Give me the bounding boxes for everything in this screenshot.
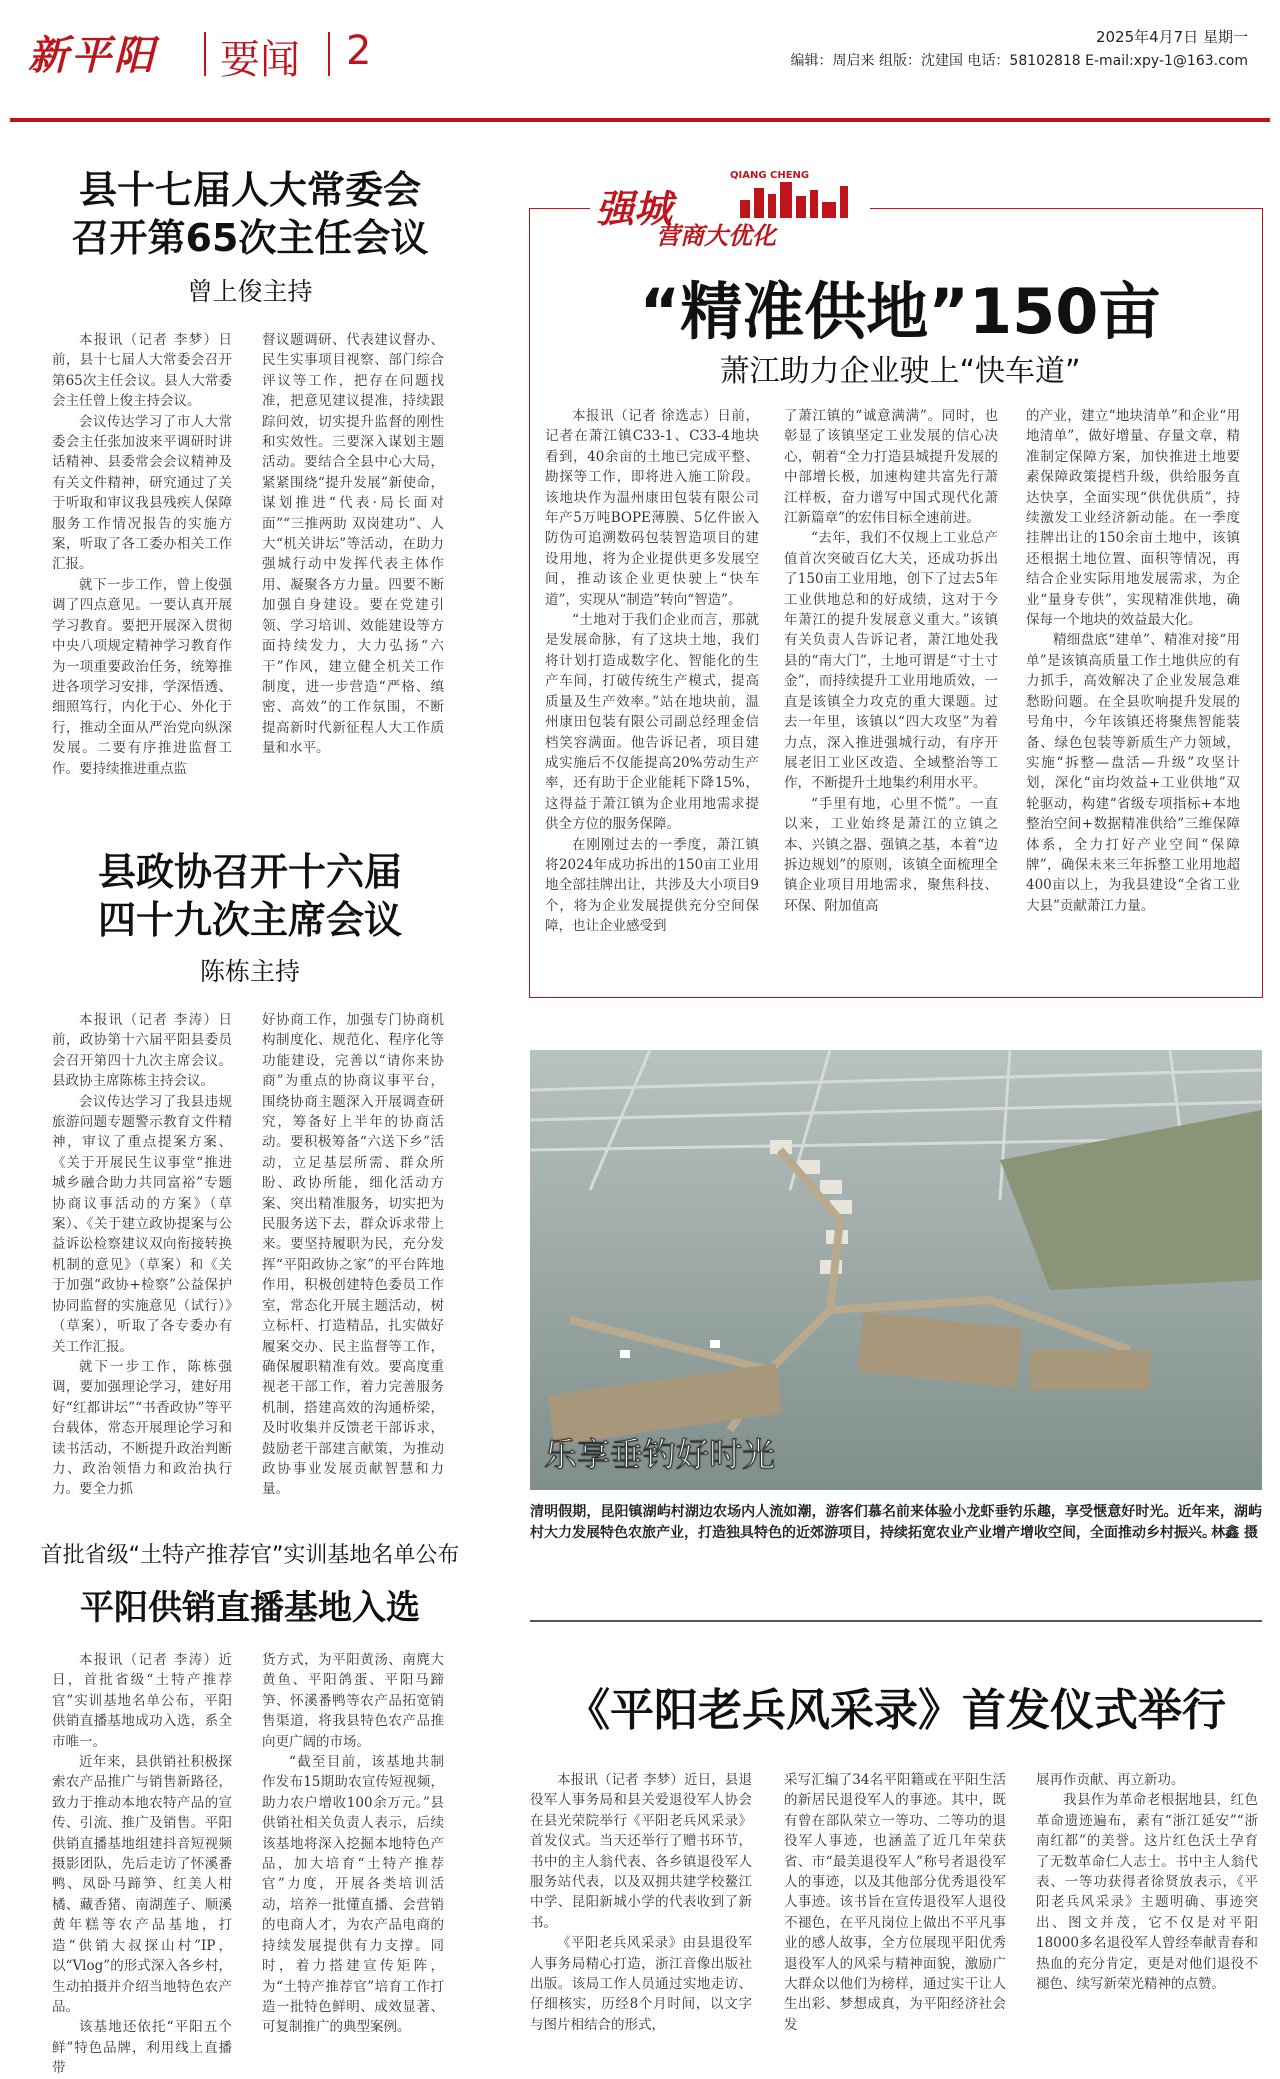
paragraph: 本报讯（记者 徐选志）日前，记者在萧江镇C33-1、C33-4地块看到，40余亩的土地已完成平整、勘探等工作，即将进入施工阶段。该地块作为温州康田包装有限公司年产5万吨BOPE薄膜、5亿件嵌入防伪可追溯数码包装智造项目的建设用地，将为企业提供更多发展空间，推动该企业更快驶上“快车道”，实现从“制造”转向“智造”。 [545,408,759,608]
paragraph: 就下一步工作，陈栋强调，要加强理论学习，建好用好“红都讲坛”“书香政协”等平台载体，常态开展理论学习和读书活动，不断提升政治判断力、政治领悟力和政治执行力。要全力抓 [52,1358,232,1498]
series-badge [590,170,870,252]
paragraph: 近年来，县供销社积极探索农产品推广与销售新路径，致力于推动本地农特产品的宣传、引流、推广及销售。平阳供销直播基地组建抖音短视频摄影团队，先后走访了怀溪番鸭、凤卧马蹄笋、红美人柑橘、藏香猪、南湖莲子、顺溪黄年糕等农产品基地，打造“供销大叔探山村”IP，以“Vlog”的形式深入各乡村，生动拍摄并介绍当地特色农产品。 [52,1754,232,2015]
paragraph: 本报讯（记者 李梦）日前，县十七届人大常委会召开第65次主任会议。县人大常委会主任曾上俊主持会议。 [52,332,232,410]
section-divider [530,1620,1262,1622]
lake-farm-photo [530,1050,1262,1490]
article-npc-column-1 [52,330,232,777]
masthead-divider [204,32,206,76]
headline-line: 四十九次主席会议 [97,898,402,942]
article-veterans-column-2 [784,1770,1006,2036]
paragraph: “截至目前，该基地共制作发布15期助农宣传短视频，助力农户增收100余万元。”县供销社相关负责人表示，后续该基地将深入挖掘本地特色产品，加大培育“土特产推荐官”力度，开展各类培训活动，培养一批懂直播、会营销的电商人才，为农产品电商的持续发展提供有力支撑。同时，着力搭建宣传矩阵，为“土特产推荐官”培育工作打造一批特色鲜明、成效显著、可复制推广的典型案例。 [262,1754,444,2036]
aerial-photo-illustration [530,1050,1262,1490]
badge-pinyin: QIANG CHENG [730,170,810,181]
paragraph: 在刚刚过去的一季度，萧江镇将2024年成功拆出的150亩工业用地全部挂牌出让，共涉及大小项目9个，将为企业发展提供充分空间保障，也让企业感受到 [545,836,759,935]
paragraph: 会议传达学习了我县违规旅游问题专题警示教育文件精神，审议了重点提案方案、《关于开展民生议事堂“推进城乡融合助力共同富裕”专题协商议事活动的方案》（草案）、《关于建立政协提案与公益诉讼检察建议双向衔接转换机制的意见》（草案）和《关于加强“政协+检察”公益保护协同监督的实施意见（试行）》（草案），听取了各专委办有关工作汇报。 [52,1093,232,1355]
photo-overlay-title: 乐享垂钓好时光 [544,1435,775,1474]
paragraph: 精细盘底“建单”、精准对接“用单”是该镇高质量工作土地供应的有力抓手，高效解决了企业发展急难愁盼问题。在全县吹响提升发展的号角中，今年该镇还将聚焦智能装备、绿色包装等新质生产力领域，实施“拆整—盘活—升级”攻坚计划，深化“亩均效益+工业供地”双轮驱动，构建“省级专项指标+本地整治空间+数据精准供给”三维保障体系，全力打好产业空间“保障牌”，确保未来三年拆整工业用地超400亩以上，为我县建设“全省工业大县”贡献萧江力量。 [1026,632,1240,914]
paragraph: 本报讯（记者 李涛）近日，首批省级“土特产推荐官”实训基地名单公布，平阳供销直播基地成功入选，系全市唯一。 [52,1652,232,1750]
headline-line: 县十七届人大常委会 [78,168,421,212]
article-cppcc-title [30,848,470,944]
paragraph: 展再作贡献、再立新功。 [1036,1772,1185,1788]
article-cppcc-subtitle: 陈栋主持 [199,957,300,986]
paragraph: “去年，我们不仅规上工业总产值首次突破百亿大关，还成功拆出了150亩工业用地，创下了过去5年工业供地总和的好成绩，这对于今年萧江的提升发展意义重大。”该镇有关负责人告诉记者，萧江地处我县的“南大门”，土地可谓是“寸土寸金”，而持续提升工业用地质效，一直是该镇全力攻克的重大课题。过去一年里，该镇以“四大攻坚”为着力点，深入推进强城行动，有序开展老旧工业区改造、全域整治等工作，不断提升土地集约利用水平。 [784,530,998,792]
paragraph: 采写汇编了34名平阳籍或在平阳生活的新居民退役军人的事迹。其中，既有曾在部队荣立一等功、二等功的退役军人事迹，也涵盖了近几年荣获省、市“最美退役军人”称号者退役军人的事迹，以及其他部分优秀退役军人事迹。该书旨在宣传退役军人退役不褪色，在平凡岗位上做出不平凡事业的感人故事，全方位展现平阳优秀退役军人的风采与精神面貌，激励广大群众以他们为榜样，通过实干让人生出彩、梦想成真，为平阳经济社会发 [784,1772,1006,2033]
paragraph: 会议传达学习了市人大常委会主任张加波来平调研时讲话精神、县委常会会议精神及有关文件精神，研究通过了关于听取和审议我县残疾人保障服务工作情况报告的实施方案，听取了各工委办相关工作汇报。 [52,413,232,573]
paragraph: 了萧江镇的“诚意满满”。同时，也彰显了该镇坚定工业发展的信心决心，朝着“全力打造县城提升发展的中部增长极，加速构建共富先行萧江样板，奋力谱写中国式现代化萧江新篇章”的宏伟目标全速前进。 [784,408,998,527]
article-npc-column-2 [262,330,444,760]
paragraph: 我县作为革命老根据地县，红色革命遗迹遍布，素有“浙江延安”“浙南红都”的美誉。这片红色沃土孕育了无数革命仁人志士。书中主人翁代表、一等功获得者徐贤放表示，《平阳老兵风采录》主题明确、事迹突出、图文并茂，它不仅是对平阳18000多名退役军人曾经奉献青春和热血的充分肯定，更是对他们退役不褪色、续写新荣光精神的点赞。 [1036,1792,1258,1993]
paragraph: 货方式，为平阳黄汤、南麂大黄鱼、平阳鸽蛋、平阳马蹄笋、怀溪番鸭等农产品拓宽销售渠道，将我县特色农产品推向更广阔的市场。 [262,1652,444,1750]
badge-subtitle: 营商大优化 [656,222,776,250]
article-npc-subtitle: 曾上俊主持 [187,277,313,306]
article-land-column-1 [545,406,759,986]
caption-text: 清明假期，昆阳镇湖屿村湖边农场内人流如潮，游客们慕名前来体验小龙虾垂钓乐趣，享受惬意好时光。近年来，湖屿村大力发展特色农旅产业，打造独具特色的近郊游项目，持续拓宽农业产业增产增收空间，全面推动乡村振兴。 [530,1504,1262,1541]
section-name: 要闻 [220,37,300,83]
article-npc-title [30,166,470,262]
photo-caption [530,1502,1262,1544]
masthead-rule [10,118,1270,122]
article-supply-column-2 [262,1650,444,2036]
article-land-column-3 [1026,406,1240,986]
paragraph: 的产业，建立“地块清单”和企业“用地清单”，做好增量、存量文章，精准制定保障方案，加快推进土地要素保障政策提档升级，供给服务直达快享，全面实现“供优供质”，持续激发工业经济新动能。在一季度挂牌出让的150余亩土地中，该镇还根据土地位置、面积等情况，再结合企业实际用地发展需求，为企业“量身专供”，实现精准供地，确保每一个地块的效益最大化。 [1026,408,1240,629]
article-supply-kicker: 首批省级“土特产推荐官”实训基地名单公布 [40,1543,460,1568]
paragraph: “手里有地，心里不慌”。一直以来，工业始终是萧江的立镇之本、兴镇之器、强镇之基，本着“边拆边规划”的原则，该镇全面梳理全镇企业项目用地需求，聚焦科技、环保、附加值高 [784,795,998,914]
article-cppcc-column-1 [52,1010,232,1498]
article-land-title: “精准供地”150亩 [639,275,1161,348]
headline-line: 召开第65次主任会议 [71,216,429,260]
paragraph: 《平阳老兵风采录》由县退役军人事务局精心打造，浙江音像出版社出版。该局工作人员通过实地走访、仔细核实，历经8个月时间，以文字与图片相结合的形式， [530,1935,752,2033]
paragraph: 好协商工作，加强专门协商机构制度化、规范化、程序化等功能建设，完善以“请你来协商”为重点的协商议事平台，围绕协商主题深入开展调查研究，筹备好上半年的协商活动。要积极筹备“六送下乡”活动，立足基层所需、群众所盼、政协所能，细化活动方案、突出精准服务，切实把为民服务送下去，群众诉求带上来。要坚持履职为民，充分发挥“平阳政协之家”的平台阵地作用，积极创建特色委员工作室，常态化开展主题活动，树立标杆、打造精品，扎实做好履案交办、民主监督等工作，确保履职精准有效。要高度重视老干部工作，着力完善服务机制，搭建高效的沟通桥梁，及时收集并反馈老干部诉求，鼓励老干部建言献策，为推动政协事业发展贡献智慧和力量。 [262,1012,444,1498]
masthead [28,18,1268,118]
paragraph: 本报讯（记者 李涛）日前，政协第十六届平阳县委员会召开第四十九次主席会议。县政协主席陈栋主持会议。 [52,1012,232,1090]
paragraph: 就下一步工作，曾上俊强调了四点意见。一要认真开展学习教育。要把开展深入贯彻中央八项规定精神学习教育作为一项重要政治任务，统筹推进各项学习安排，学深悟透、细照笃行，内化于心、外化于行，推动全面从严治党向纵深发展。二要有序推进监督工作。要持续推进重点监 [52,576,232,777]
paragraph: 督议题调研、代表建议督办、民生实事项目视察、部门综合评议等工作，把存在问题找准，把意见建议提准，持续跟踪问效，切实提升监督的刚性和实效性。三要深入谋划主题活动。要结合全县中心大局，紧紧围绕“提升发展”新使命，谋划推进“代表·局长面对面”“三推两助 双岗建功”、人大“机关讲坛”等活动，在助力强城行动中发挥代表主体作用、凝聚各方力量。四要不断加强自身建设。要在党建引领、学习培训、效能建设等方面持续发力，大力弘扬“六干”作风，建立健全机关工作制度，进一步营造“严格、缜密、高效”的工作氛围，不断提高新时代新征程人大工作质量和水平。 [262,332,444,757]
paragraph: 本报讯（记者 李梦）近日，县退役军人事务局和县关爱退役军人协会在县光荣院举行《平阳老兵风采录》首发仪式。当天还举行了赠书环节，书中的主人翁代表、各乡镇退役军人服务站代表，以及双拥共建学校鳌江中学、昆阳新城小学的代表收到了新书。 [530,1772,752,1931]
paragraph: 该基地还依托“平阳五个鲜”特色品牌，利用线上直播带 [52,2019,232,2077]
paragraph: “土地对于我们企业而言，那就是发展命脉，有了这块土地，我们将计划打造成数字化、智能化的生产车间，打破传统生产模式，提高质量及生产效率。”站在地块前，温州康田包装有限公司副总经理金信档笑容满面。他告诉记者，项目建成实施后不仅能提高20%劳动生产率，还有助于企业能耗下降15%，这得益于萧江镇为企业用地需求提供全方位的服务保障。 [545,612,759,833]
article-land-subtitle: 萧江助力企业驶上“快车道” [719,354,1081,389]
article-veterans-column-3 [1036,1770,1258,2036]
article-cppcc-column-2 [262,1010,444,1498]
article-supply-title: 平阳供销直播基地入选 [80,1588,420,1628]
newspaper-logo: 新平阳 [28,32,157,79]
badge-title: 强城 [596,187,673,231]
photo-byline: 林鑫 摄 [1211,1525,1258,1541]
page-number: 2 [346,28,372,74]
skyline-icon [740,178,860,218]
article-supply-column-1 [52,1650,232,2077]
headline-line: 县政协召开十六届 [97,850,402,894]
article-veterans-title: 《平阳老兵风采录》首发仪式举行 [566,1685,1226,1736]
masthead-divider [328,32,330,76]
issue-date: 2025年4月7日 星期一 [1095,28,1248,46]
article-land-column-2 [784,406,998,986]
editor-info: 编辑：周启来 组版：沈建国 电话：58102818 E-mail:xpy-1@163.com [790,53,1248,69]
article-veterans-column-1 [530,1770,752,2036]
